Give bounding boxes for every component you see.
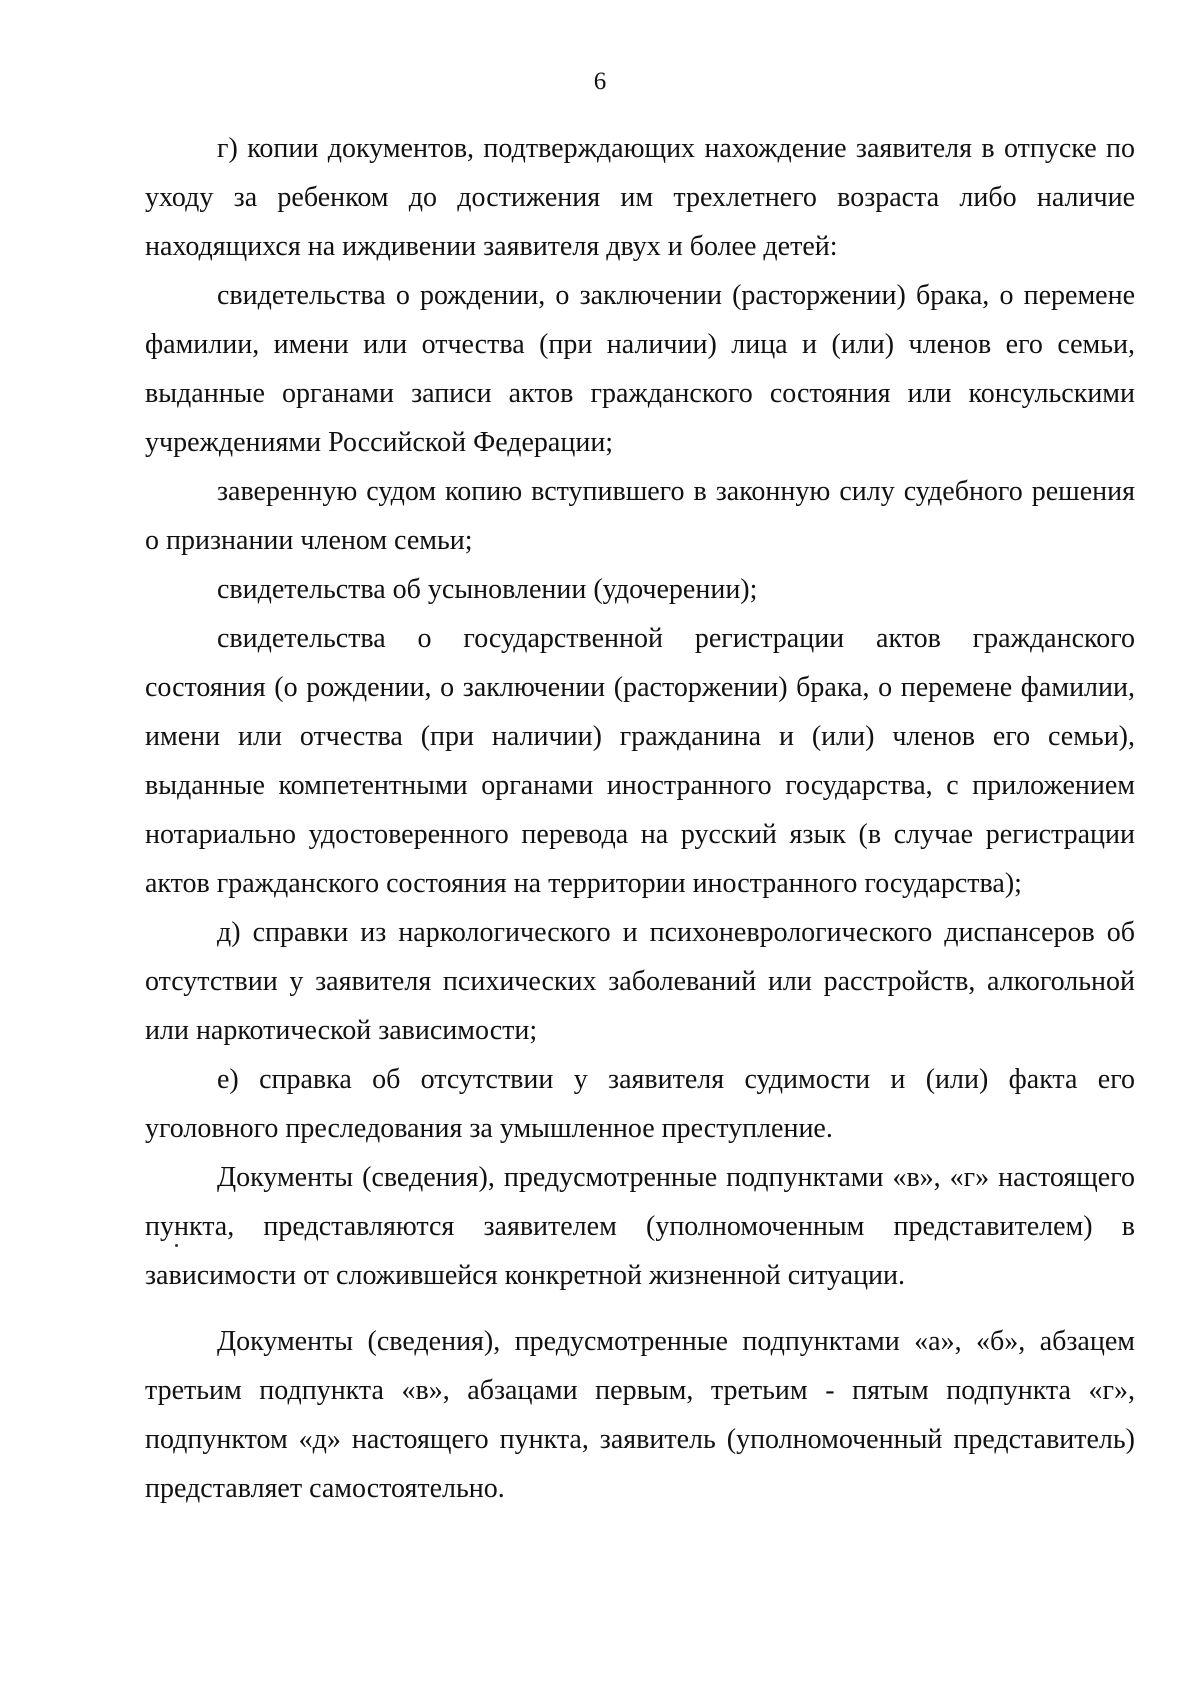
page-number: 6 [593, 68, 607, 95]
scan-artifact-dot [175, 1244, 178, 1247]
paragraph-court-decision: заверенную судом копию вступившего в законную силу судебного решения о признании членом семьи; [145, 476, 1135, 556]
paragraph-foreign-registration: свидетельства о государственной регистрации актов гражданского состояния (о рождении, о заключении (расторжении) брака, о перемене фамилии, имени или отчества (при наличии) гражданина и (или) членов его семьи), выданные компетентными органами иностранного государства, с приложением нотариально удостоверенного перевода на русский язык (в случае регистрации актов гражданского состояния на территории иностранного государства); [145, 623, 1135, 899]
paragraph-item-g: г) копии документов, подтверждающих нахождение заявителя в отпуске по уходу за ребенком до достижения им трехлетнего возраста либо наличие находящихся на иждивении заявителя двух и более детей: [145, 133, 1135, 262]
paragraph-documents-self-submission: Документы (сведения), предусмотренные подпунктами «а», «б», абзацем третьим подпункта «в», абзацами первым, третьим - пятым подпункта «г», подпунктом «д» настоящего пункта, заявитель (уполномоченный представитель) представляет самостоятельно. [145, 1326, 1135, 1504]
paragraph-documents-v-g: Документы (сведения), предусмотренные подпунктами «в», «г» настоящего пункта, представляются заявителем (уполномоченным представителем) в зависимости от сложившейся конкретной жизненной ситуации. [145, 1162, 1135, 1291]
paragraph-item-d: д) справки из наркологического и психоневрологического диспансеров об отсутствии у заявителя психических заболеваний или расстройств, алкогольной или наркотической зависимости; [145, 917, 1135, 1046]
paragraph-item-e: е) справка об отсутствии у заявителя судимости и (или) факта его уголовного преследования за умышленное преступление. [145, 1064, 1135, 1144]
paragraph-birth-marriage-certificates: свидетельства о рождении, о заключении (расторжении) брака, о перемене фамилии, имени или отчества (при наличии) лица и (или) членов его семьи, выданные органами записи актов гражданского состояния или консульскими учреждениями Российской Федерации; [145, 280, 1135, 458]
document-body [145, 124, 1135, 1513]
paragraph-adoption-certificates: свидетельства об усыновлении (удочерении); [217, 574, 758, 605]
